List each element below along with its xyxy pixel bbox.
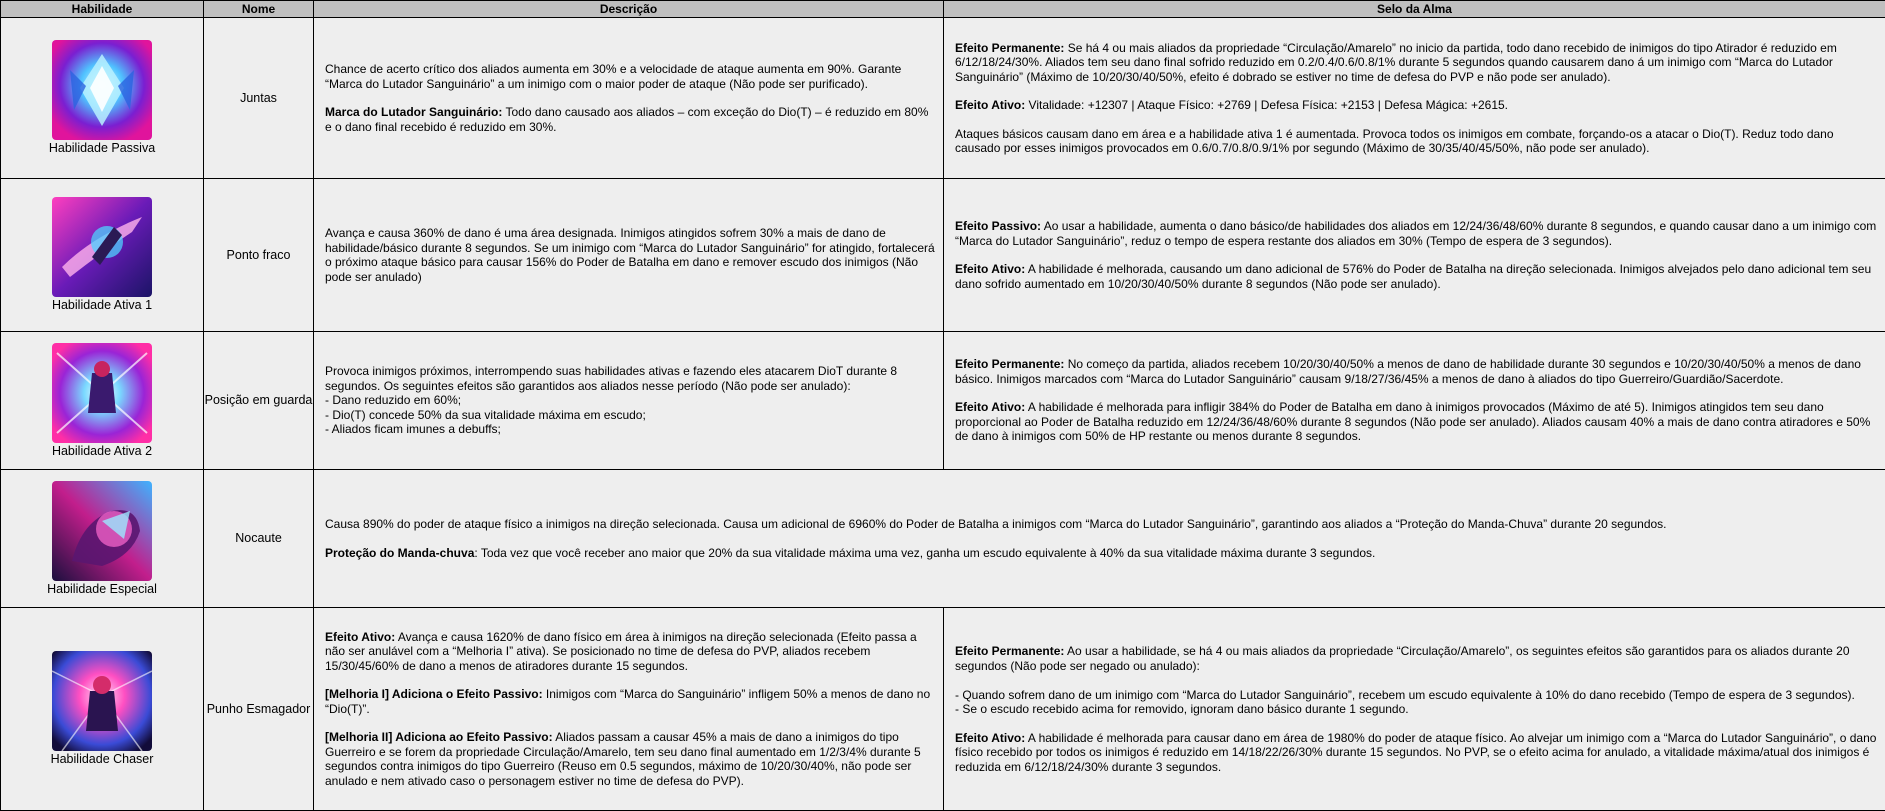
paragraph-heading: Marca do Lutador Sanguinário: — [325, 105, 503, 119]
paragraph-text: Chance de acerto crítico dos aliados aumenta em 30% e a velocidade de ataque aumenta em 90%. Garante “Marca do Lutador Sanguinário” a um inimigo com o maior poder de ataque (Não pode ser purificado). — [325, 62, 902, 91]
paragraph — [955, 731, 1879, 775]
description-cell — [314, 18, 944, 179]
paragraph-heading: Efeito Permanente: — [955, 644, 1065, 658]
soul-seal-cell — [944, 18, 1885, 179]
skill-name: Ponto fraco — [204, 179, 314, 332]
paragraph-heading: Proteção do Manda-chuva — [325, 545, 475, 560]
paragraph-heading: Efeito Ativo: — [955, 98, 1026, 112]
skill-cell — [1, 332, 204, 470]
paragraph-text: Ao usar a habilidade, se há 4 ou mais aliados da propriedade “Circulação/Amarelo”, os seguintes efeitos são garantidos para os aliados durante 20 segundos (Não pode ser negado ou anulado): - Quando sofrem dano de um inimigo com “Marca do Lutador Sanguinário”, recebem um escudo equivalente à 10% do dano recebido (Tempo de espera de 3 segundos). - Se o escudo recebido acima for removido, ignoram dano básico durante 1 segundo. — [955, 644, 1855, 716]
paragraph — [955, 262, 1879, 291]
paragraph-text: A habilidade é melhorada para causar dano em área de 1980% do poder de ataque físico. Ao alvejar um inimigo com a “Marca do Lutador Sanguinário”, o dano físico recebido por todos os inimigos é reduzido em 14/18/22/26/30% durante 15 segundos. No PVP, se o efeito acima for anulado, a vitalidade máxima/atual dos inimigos é reduzida em 6/12/18/24/30% durante 3 segundos. — [955, 730, 1877, 774]
skill-cell — [1, 470, 204, 608]
skill-name: Posição em guarda — [204, 332, 314, 470]
table-row — [1, 18, 1885, 179]
paragraph-text: A habilidade é melhorada, causando um dano adicional de 576% do Poder de Batalha na direção selecionada. Inimigos alvejados pelo dano adicional tem seu dano sofrido aumentado em 10/20/30/40/50% durante 8 segundos (Não pode ser anulado). — [955, 262, 1872, 291]
skill-cell — [1, 179, 204, 332]
skill-label: Habilidade Ativa 2 — [51, 443, 153, 458]
paragraph-text: A habilidade é melhorada para infligir 384% do Poder de Batalha em dano à inimigos provocados (Máximo de até 5). Inimigos atingidos tem seu dano proporcional ao Poder de Batalha reduzido em 12/24/36/48/60% durante 8 segundos (Não pode ser anulado). Aliados causam 40% a mais de dano contra atiradores e 50% de dano à inimigos com 50% de HP restante ou menos durante 8 segundos. — [955, 400, 1871, 444]
paragraph-text: Aliados passam a causar 45% a mais de dano a inimigos do tipo Guerreiro e se forem da propriedade Circulação/Amarelo, tem seu dano final aumentado em 1/2/3/4% durante 5 segundos contra inimigos do tipo Guerreiro (Reuso em 0.5 segundos, máximo de 10/20/30/40%, não pode ser anulado e nem ativado caso o personagem estiver no time de defesa do PVP). — [325, 730, 921, 788]
soul-seal-cell — [944, 179, 1885, 332]
skill-name: Nocaute — [204, 470, 314, 608]
header-row — [1, 1, 1885, 18]
paragraph-heading: Efeito Ativo: — [955, 262, 1026, 276]
table-row — [1, 332, 1885, 470]
header-name: Nome — [204, 1, 314, 18]
paragraph-text: Ataques básicos causam dano em área e a habilidade ativa 1 é aumentada. Provoca todos os inimigos em combate, forçando-os a atacar o Dio(T). Reduz todo dano causado por esses inimigos provocados em 0.6/0.7/0.8/0.9/1% por segundo (Máximo de 30/35/40/45/50%, não pode ser anulado). — [955, 126, 1834, 155]
paragraph-heading: Efeito Ativo: — [325, 629, 396, 644]
skill-label: Habilidade Passiva — [48, 141, 156, 156]
paragraph — [955, 644, 1879, 717]
active-skill-1-icon — [52, 197, 152, 297]
paragraph-text: Inimigos com “Marca do Sanguinário” infligem 50% a menos de dano no “Dio(T)”. — [325, 687, 931, 716]
table-row — [1, 470, 1885, 608]
skill-label: Habilidade Especial — [47, 581, 157, 596]
paragraph-text: Avança e causa 360% de dano é uma área designada. Inimigos atingidos sofrem 30% a mais de dano de habilidade/básico durante 8 segundos. Se um inimigo com “Marca do Lutador Sanguinário” for atingido, fortalecerá o próximo ataque básico para causar 156% do Poder de Batalha em dano e remover escudo dos inimigos (Não pode ser anulado) — [325, 226, 935, 284]
special-skill-icon — [52, 481, 152, 581]
paragraph — [955, 41, 1879, 85]
paragraph — [955, 127, 1879, 156]
paragraph — [955, 357, 1879, 386]
chaser-skill-icon — [52, 651, 152, 751]
paragraph-text: Vitalidade: +12307 | Ataque Físico: +2769 | Defesa Física: +2153 | Defesa Mágica: +2615. — [1025, 98, 1508, 112]
paragraph — [325, 226, 937, 284]
paragraph-heading: Efeito Permanente: — [955, 357, 1065, 372]
paragraph-heading: [Melhoria II] Adiciona ao Efeito Passivo: — [325, 730, 553, 745]
soul-seal-cell — [944, 608, 1885, 811]
paragraph-text: Se há 4 ou mais aliados da propriedade “Circulação/Amarelo” no inicio da partida, todo dano recebido de inimigos do tipo Atirador é reduzido em 6/12/18/24/30%. Aliados tem seu dano final sofrido reduzido em 0.2/0.4/0.6/0.8/1% durante 5 segundos quando causarem dano á um inimigo com “Marca do Lutador Sanguinário” (Máximo de 10/20/30/40/50%, efeito é dobrado se estiver no time de defesa do PVP e não pode ser anulado). — [955, 40, 1837, 84]
skill-label: Habilidade Chaser — [50, 752, 154, 767]
paragraph — [325, 687, 937, 716]
skill-name: Juntas — [204, 18, 314, 179]
paragraph-text: Ao usar a habilidade, aumenta o dano básico/de habilidades dos aliados em 12/24/36/48/60% durante 8 segundos, e quando causar dano a um inimigo com “Marca do Lutador Sanguinário”, reduz o tempo de espera restante dos aliados em 30% (Tempo de espera de 3 segundos). — [955, 219, 1877, 248]
paragraph-text: : Toda vez que você receber ano maior que 20% da sua vitalidade máxima uma vez, ganha um escudo equivalente à 40% da sua vitalidade máxima durante 3 segundos. — [474, 545, 1376, 560]
paragraph — [325, 105, 937, 134]
paragraph — [955, 400, 1879, 444]
paragraph-text: No começo da partida, aliados recebem 10/20/30/40/50% a menos de dano de habilidade durante 30 segundos e 10/20/30/40/50% a menos de dano básico. Inimigos marcados com “Marca do Lutador Sanguinário” causam 9/18/27/36/45% a menos de dano à aliados do tipo Guerreiro/Guardião/Sacerdote. — [955, 357, 1861, 386]
header-skill: Habilidade — [1, 1, 204, 18]
active-skill-2-icon — [52, 343, 152, 443]
paragraph-heading: Efeito Permanente: — [955, 40, 1065, 55]
table-row — [1, 608, 1885, 811]
paragraph — [325, 62, 937, 91]
skill-cell — [1, 608, 204, 811]
paragraph-text: Causa 890% do poder de ataque físico a inimigos na direção selecionada. Causa um adicional de 6960% do Poder de Batalha a inimigos com “Marca do Lutador Sanguinário”, garantindo aos aliados a “Proteção do Manda-Chuva” durante 20 segundos. — [325, 517, 1667, 531]
paragraph — [955, 219, 1879, 248]
paragraph — [325, 546, 1879, 561]
description-cell — [314, 179, 944, 332]
description-cell — [314, 470, 1885, 608]
header-soul-seal: Selo da Alma — [944, 1, 1885, 18]
skill-cell — [1, 18, 204, 179]
skill-label: Habilidade Ativa 1 — [51, 298, 153, 313]
paragraph-heading: [Melhoria I] Adiciona o Efeito Passivo: — [325, 687, 543, 702]
paragraph-text: Avança e causa 1620% de dano físico em área à inimigos na direção selecionada (Efeito passa a não ser anulável com a “Melhoria I” ativa). Se posicionado no time de defesa do PVP, aliados recebem 15/30/45/60% de dano a menos de atiradores durante 15 segundos. — [325, 629, 917, 673]
paragraph-heading: Efeito Ativo: — [955, 400, 1026, 415]
paragraph — [325, 364, 937, 437]
paragraph-heading: Efeito Passivo: — [955, 219, 1042, 233]
paragraph-text: Provoca inimigos próximos, interrompendo suas habilidades ativas e fazendo eles atacarem DioT durante 8 segundos. Os seguintes efeitos são garantidos aos aliados nesse período (Não pode ser anulado): - Dano reduzido em 60%; - Dio(T) concede 50% da sua vitalidade máxima em escudo; - Aliados ficam imunes a debuffs; — [325, 364, 898, 437]
skill-name: Punho Esmagador — [204, 608, 314, 811]
description-cell — [314, 332, 944, 470]
paragraph — [325, 517, 1879, 532]
paragraph-text: Todo dano causado aos aliados – com exceção do Dio(T) – é reduzido em 80% e o dano final recebido é reduzido em 30%. — [325, 105, 929, 134]
paragraph — [325, 730, 937, 788]
paragraph — [325, 630, 937, 674]
soul-seal-cell — [944, 332, 1885, 470]
passive-skill-icon — [52, 40, 152, 140]
description-cell — [314, 608, 944, 811]
paragraph — [955, 98, 1879, 113]
header-description: Descrição — [314, 1, 944, 18]
paragraph-heading: Efeito Ativo: — [955, 730, 1026, 745]
table-row — [1, 179, 1885, 332]
